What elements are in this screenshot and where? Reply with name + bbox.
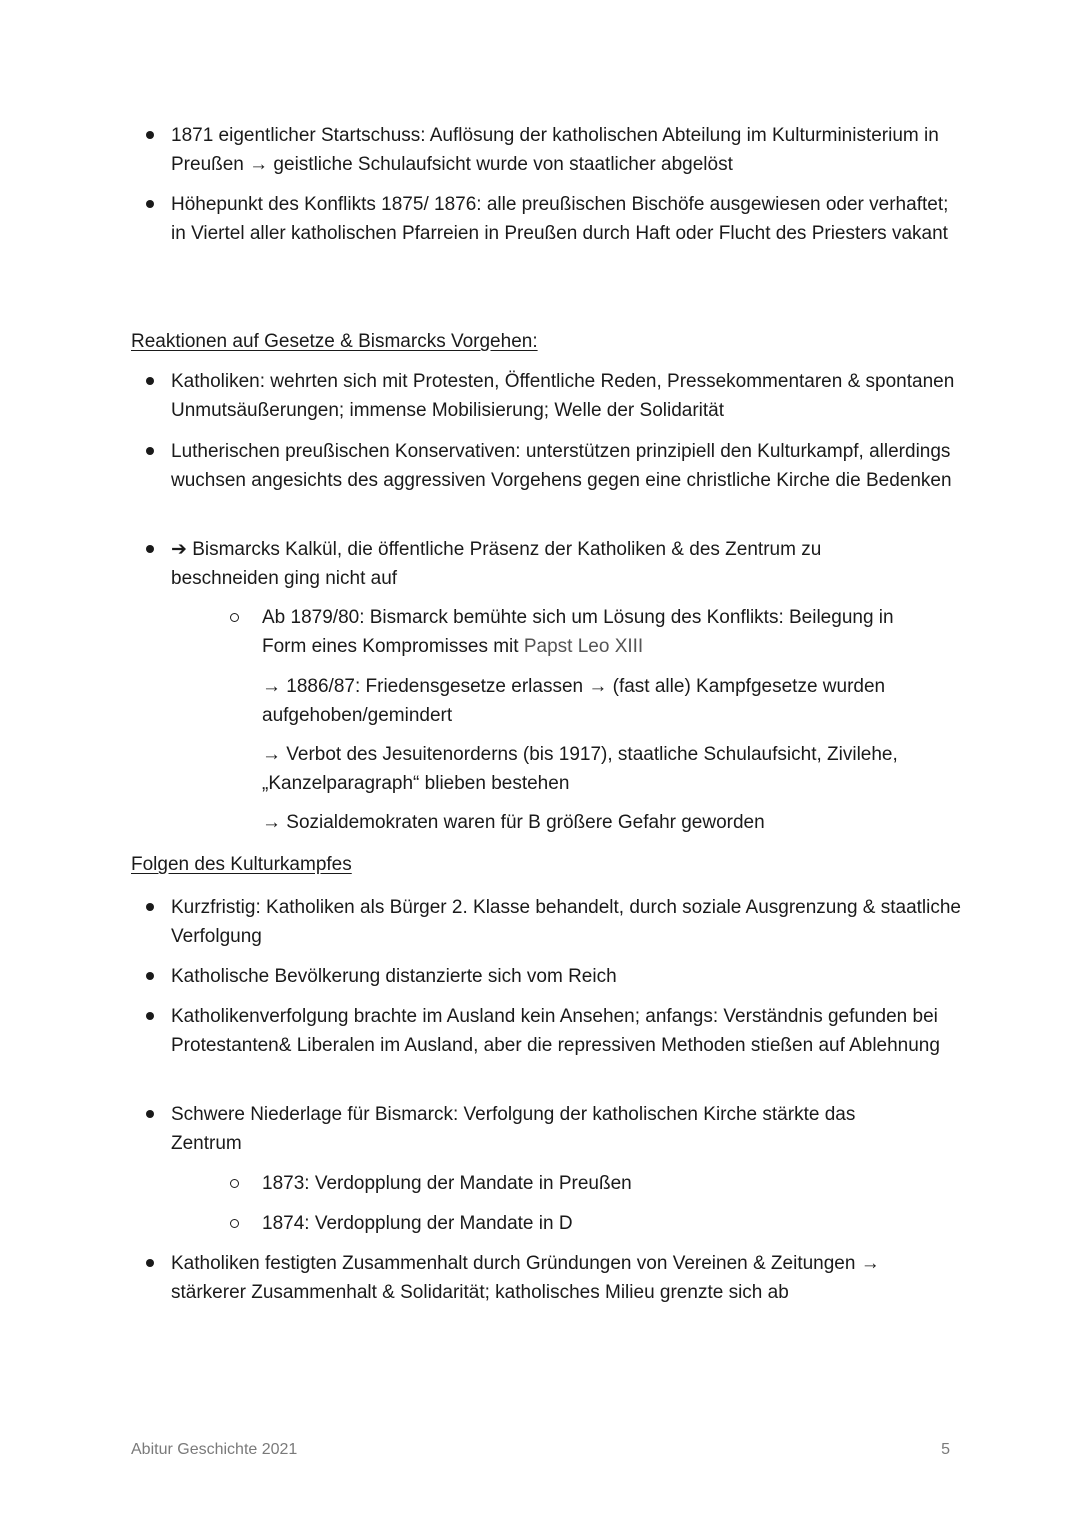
sub-item-text: Ab 1879/80: Bismarck bemühte sich um Lösung des Konflikts: Beilegung in Form eines Kompromisses mit [262, 607, 894, 657]
page-number: 5 [941, 1441, 950, 1458]
list-item: Katholische Bevölkerung distanzierte sich vom Reich [171, 962, 961, 991]
list-item: Lutherischen preußischen Konservativen: unterstützen prinzipiell den Kulturkampf, allerdings wuchsen angesichts des aggressiven Vorgehens gegen eine christliche Kirche die Bedenken [171, 437, 961, 495]
list-item: Katholikenverfolgung brachte im Ausland kein Ansehen; anfangs: Verständnis gefunden bei Protestanten& Liberalen im Ausland, aber die repressiven Methoden stießen auf Ablehnung [171, 1002, 961, 1060]
list-item: Katholiken festigten Zusammenhalt durch Gründungen von Vereinen & Zeitungen → stärkerer Zusammenhalt & Solidarität; katholisches Milieu grenzte sich ab [171, 1249, 931, 1307]
footer-title: Abitur Geschichte 2021 [131, 1441, 298, 1458]
sub-arrow-item: → Verbot des Jesuitenorderns (bis 1917), staatliche Schulaufsicht, Zivilehe, „Kanzelparagraph“ blieben bestehen [262, 744, 898, 794]
papst-leo-text: Papst Leo XIII [523, 636, 644, 657]
section-heading-reaktionen: Reaktionen auf Gesetze & Bismarcks Vorgehen: [131, 331, 538, 352]
list-item: Schwere Niederlage für Bismarck: Verfolgung der katholischen Kirche stärkte das Zentrum [171, 1100, 911, 1158]
sub-list-item [262, 603, 942, 661]
sub-list-item: 1874: Verdopplung der Mandate in D [262, 1209, 942, 1238]
list-item: Katholiken: wehrten sich mit Protesten, Öffentliche Reden, Pressekommentaren & spontanen Unmutsäußerungen; immense Mobilisierung; Welle der Solidarität [171, 367, 961, 425]
list-item: Kurzfristig: Katholiken als Bürger 2. Klasse behandelt, durch soziale Ausgrenzung & staatliche Verfolgung [171, 893, 961, 951]
sub-list-item: 1873: Verdopplung der Mandate in Preußen [262, 1169, 942, 1198]
sub-arrow-item: → Sozialdemokraten waren für B größere Gefahr geworden [262, 812, 765, 833]
list-item: 1871 eigentlicher Startschuss: Auflösung der katholischen Abteilung im Kulturministerium in Preußen → geistliche Schulaufsicht wurde von staatlicher abgelöst [171, 121, 961, 179]
list-item: ➔ Bismarcks Kalkül, die öffentliche Präsenz der Katholiken & des Zentrum zu beschneiden ging nicht auf [171, 535, 871, 593]
list-item: Höhepunkt des Konflikts 1875/ 1876: alle preußischen Bischöfe ausgewiesen oder verhaftet; in Viertel aller katholischen Pfarreien in Preußen durch Haft oder Flucht des Priesters vakant [171, 190, 961, 248]
sub-arrow-item: → 1886/87: Friedensgesetze erlassen → (fast alle) Kampfgesetze wurden aufgehoben/gemindert [262, 676, 886, 726]
section-heading-folgen: Folgen des Kulturkampfes [131, 854, 352, 875]
